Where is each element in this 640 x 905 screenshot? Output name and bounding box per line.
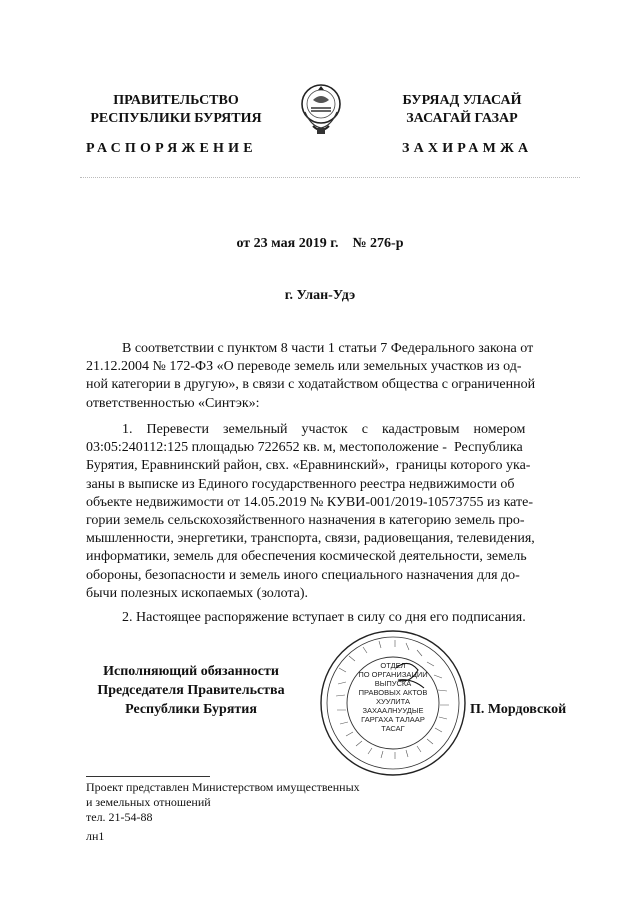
p2-line: мышленности, энергетики, транспорта, связи, радиовещания, телевидения,: [86, 531, 535, 547]
p2-line: гории земель сельскохозяйственного назначения в категорию земель про-: [86, 513, 525, 529]
p2-line: обороны, безопасности и земель иного специального назначения для до-: [86, 567, 520, 583]
stamp-line: ТАСАГ: [381, 724, 405, 733]
stamp-line: ГАРГАХА ТАЛААР: [361, 715, 425, 724]
stamp-line: ПРАВОВЫХ АКТОВ: [358, 688, 428, 697]
header-right-line2: ЗАСАГАЙ ГАЗАР: [406, 111, 518, 126]
body-paragraph-1: [86, 340, 574, 413]
signature-title-line2: Председателя Правительства: [97, 683, 285, 698]
body-paragraph-2: [86, 421, 574, 603]
p2-line: заны в выписке из Единого государственного реестра недвижимости об: [86, 476, 515, 492]
signatory-name: П. Мордовской: [470, 702, 567, 717]
p2-line: информатики, земель для обеспечения космической деятельности, земель: [86, 549, 527, 565]
header-left-line2: РЕСПУБЛИКИ БУРЯТИЯ: [90, 111, 262, 126]
header-left: [86, 92, 266, 128]
date-number: от 23 мая 2019 г. № 276-р: [236, 236, 404, 251]
footer-code: лн1: [86, 829, 105, 843]
header-divider: [80, 177, 580, 179]
stamp-line: ОТДЕЛ: [380, 661, 406, 670]
signature-title-line1: Исполняющий обязанности: [103, 664, 279, 679]
signature-title-line3: Республики Бурятия: [125, 702, 257, 717]
footer-line3: тел. 21-54-88: [86, 810, 153, 824]
stamp-line: ВЫПУСКА: [374, 679, 412, 688]
body-paragraph-3: [86, 609, 574, 627]
header-right-line1: БУРЯАД УЛАСАЙ: [402, 93, 522, 108]
footer-line1: Проект представлен Министерством имущественных: [86, 780, 360, 794]
doc-type-left: РАСПОРЯЖЕНИЕ: [86, 141, 257, 156]
p2-line: бычи полезных ископаемых (золота).: [86, 585, 309, 601]
stamp-line: ПО ОРГАНИЗАЦИИ: [358, 670, 428, 679]
p2-line: объекте недвижимости от 14.05.2019 № КУВИ-001/2019-10573755 из кате-: [86, 494, 534, 510]
p1-line: ответственностью «Синтэк»:: [86, 395, 260, 411]
official-stamp: [318, 628, 468, 778]
p1-line: В соответствии с пунктом 8 части 1 статьи 7 Федерального закона от: [122, 341, 534, 356]
footer-line2: и земельных отношений: [86, 795, 211, 809]
stamp-line: ЗАХААЛНУУДЫЕ: [362, 706, 424, 715]
stamp-line: ХУУЛИТА: [376, 697, 410, 706]
header-left-line1: ПРАВИТЕЛЬСТВО: [113, 93, 239, 108]
p2-line: 03:05:240112:125 площадью 722652 кв. м, местоположение - Республика: [86, 440, 523, 456]
p2-line: Бурятия, Еравнинский район, свх. «Еравнинский», границы которого ука-: [86, 458, 531, 474]
city: г. Улан-Удэ: [284, 288, 356, 303]
footer-note: [86, 780, 486, 825]
p1-line: 21.12.2004 № 172-ФЗ «О переводе земель или земельных участков из од-: [86, 359, 522, 375]
doc-type-right: ЗАХИРАМЖА: [402, 141, 533, 156]
p2-line: 1. Перевести земельный участок с кадастровым номером: [122, 422, 526, 437]
p1-line: ной категории в другую», в связи с ходатайством общества с ограниченной: [86, 377, 536, 393]
p3-line: 2. Настоящее распоряжение вступает в силу со дня его подписания.: [122, 610, 526, 625]
footer-rule: [86, 776, 210, 777]
signature-title: [86, 662, 296, 719]
coat-of-arms-icon: [299, 82, 343, 138]
header-right: [372, 92, 552, 128]
signature-scribble: [318, 628, 468, 778]
